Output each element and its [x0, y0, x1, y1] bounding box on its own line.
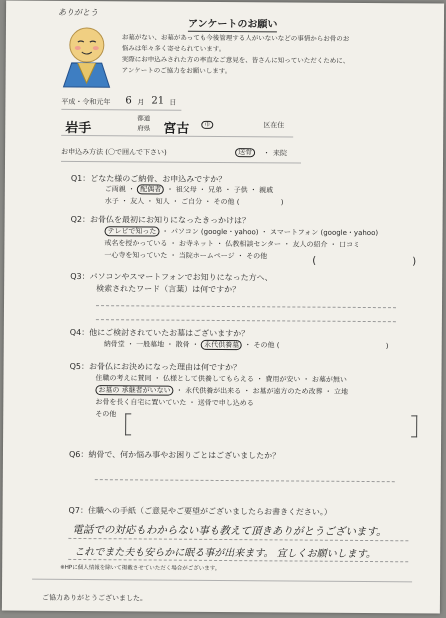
q4-option-eitai-kuyo[interactable]: 永代供養墓	[201, 340, 242, 350]
q5-option-location[interactable]: 立地	[333, 387, 349, 396]
q5-row2: お墓の 承継者がいない ・ 永代供養が出来る ・ お墓が遠方のため改葬 ・ 立地	[95, 387, 348, 396]
q2-option-tv[interactable]: テレビで知った	[104, 226, 159, 236]
q2-row3: 一心寺を知っていた ・ 当院ホームページ ・ その他	[104, 251, 268, 261]
q1-option-relatives[interactable]: 親戚	[259, 186, 274, 195]
q1-option-spouse[interactable]: 配偶者	[137, 184, 164, 194]
date-month-unit: 月	[137, 98, 145, 107]
q4-option-sankotsu[interactable]: 散骨	[175, 340, 190, 349]
q1-option-acquaintance[interactable]: 知人	[155, 197, 170, 206]
q2-other-bracket-close: )	[412, 256, 417, 268]
intro-line-3: 実際にお申込みされた方の率直なご意見を、皆さんに知っていただくために、	[121, 55, 350, 65]
method-option-raiin[interactable]: 来院	[273, 149, 288, 158]
q3-label-line1: Q3：パソコンやスマートフォンでお知りになった方へ、	[70, 271, 273, 283]
q2-option-smartphone[interactable]: スマートフォン (google・yahoo)	[269, 228, 379, 238]
q4-option-nokotsudo[interactable]: 納骨堂	[103, 340, 125, 349]
q5-other-bracket-right	[411, 415, 417, 437]
date-era: 平成・令和元年	[61, 97, 111, 107]
q5-option-no-grave[interactable]: お墓が無い	[311, 375, 347, 384]
q2-option-pc[interactable]: パソコン (google・yahoo)	[170, 227, 259, 237]
date-day: 21	[151, 95, 165, 107]
q2-label: Q2：お骨仏を最初にお知りになったきっかけは？	[70, 214, 251, 226]
q5-other-bracket-left	[125, 413, 131, 435]
q5-label: Q5：お骨仏にお決めになった理由は何ですか？	[69, 361, 241, 373]
q1-option-mizuko[interactable]: 水子	[104, 197, 119, 206]
address-todofuken-label: 都道	[137, 114, 151, 123]
address-city-type: 市	[201, 121, 213, 129]
q5-option-no-successor[interactable]: お墓の 承継者がいない	[95, 385, 173, 396]
q7-label: Q7：住職への手紙（ご意見やご要望がございましたらお書きください。）	[68, 505, 332, 517]
intro-line-4: アンケートのご協力をお願いします。	[121, 66, 232, 76]
q5-option-eitai[interactable]: 永代供養が出来る	[185, 386, 242, 396]
arigatou-text: ありがとう	[58, 7, 99, 18]
method-label: お申込み方法 (〇で囲んで下さい)	[61, 147, 167, 157]
footer-note: ※HPに個人情報を除いて掲載させていただく場合がございます。	[60, 564, 221, 572]
q2-row2: 戒名を授かっている ・ お寺ネット ・ 仏教相談センター ・ 友人の紹介 ・ 口コミ	[104, 239, 361, 249]
q1-row1: ご両親 ・ 配偶者 ・ 祖父母 ・ 兄弟 ・ 子供 ・ 親戚	[104, 185, 274, 195]
q5-row1: 住職の考えに賛同 ・ 仏様として供養してもらえる ・ 費用が安い ・ お墓が無い	[95, 374, 347, 384]
q1-option-self[interactable]: ご自分	[181, 197, 203, 206]
q2-option-friend-referral[interactable]: 友人の紹介	[292, 240, 328, 249]
q1-label: Q1：どなた様のご納骨、お申込みですか？	[70, 173, 227, 185]
q1-option-grandparents[interactable]: 祖父母	[175, 185, 197, 194]
q1-other-close: )	[280, 198, 284, 207]
date-month: 6	[125, 95, 132, 107]
method-option-sokotsu[interactable]: 送骨	[235, 148, 255, 157]
q4-option-ippan-bochi[interactable]: 一般墓地	[136, 340, 165, 349]
address-prefecture: 岩手	[65, 120, 92, 137]
q1-option-parents[interactable]: ご両親	[104, 185, 126, 194]
q2-other-bracket-open: (	[312, 255, 317, 267]
footer-thanks: ご協力ありがとうございました。	[41, 593, 147, 603]
q4-option-other[interactable]: その他 (	[253, 341, 280, 350]
q2-option-other[interactable]: その他	[246, 252, 268, 261]
q4-label: Q4：他にご検討されていたお墓はございますか？	[69, 327, 250, 339]
q5-option-kept-home[interactable]: お骨を長く自宅に置いていた	[95, 398, 187, 407]
q5-option-kuyo[interactable]: 仏様として供養してもらえる	[162, 374, 254, 384]
q5-option-agree-jushoku[interactable]: 住職の考えに賛同	[95, 374, 152, 383]
q1-option-friend[interactable]: 友人	[130, 197, 145, 206]
q1-option-other[interactable]: その他 (	[213, 197, 240, 207]
q1-option-children[interactable]: 子供	[233, 186, 248, 195]
q1-option-siblings[interactable]: 兄弟	[208, 185, 223, 194]
q2-option-kaimyo[interactable]: 戒名を授かっている	[104, 239, 168, 248]
address-city: 宮古	[163, 121, 190, 137]
survey-title: アンケートのお願い	[188, 15, 278, 33]
survey-sheet	[2, 0, 444, 613]
q5-option-cheap[interactable]: 費用が安い	[265, 375, 301, 384]
q2-row1: テレビで知った ・ パソコン (google・yahoo) ・ スマートフォン (google・yahoo)	[104, 228, 378, 237]
q4-options: 納骨堂 ・ 一般墓地 ・ 散骨 ・ 永代供養墓 ・ その他 (	[103, 340, 280, 350]
q2-option-homepage[interactable]: 当院ホームページ	[178, 251, 235, 261]
q3-label-line2: 検索されたワード（言葉）は何ですか？	[96, 284, 241, 295]
q1-row2: 水子 ・ 友人 ・ 知人 ・ ご自分 ・ その他 (	[104, 197, 240, 207]
monk-mascot-icon	[56, 17, 119, 91]
date-day-unit: 日	[169, 98, 177, 107]
intro-line-1: お墓がない、お墓があっても今後管理する人がいないなどの事情からお骨のお	[121, 33, 350, 43]
q2-option-oteranet[interactable]: お寺ネット	[178, 239, 214, 248]
q2-option-bukkyo-center[interactable]: 仏教相談センター	[225, 240, 282, 249]
q7-answer-line1: 電話での対応もわからない事も教えて頂きありがとうございます。	[72, 523, 387, 539]
address-fuken-label: 府県	[137, 124, 151, 133]
q4-other-close: )	[385, 342, 389, 351]
q7-answer-line2: これでまた夫も安らかに眠る事が出来ます。 宜しくお願いします。	[74, 546, 376, 561]
method-separator: ・	[263, 149, 271, 158]
q2-option-isshinji[interactable]: 一心寺を知っていた	[104, 251, 168, 260]
q5-option-sokotsu[interactable]: 送骨で申し込める	[197, 398, 254, 408]
q5-option-kaiso[interactable]: お墓が遠方のため改葬	[252, 387, 323, 396]
q5-option-other[interactable]: その他	[95, 410, 117, 419]
q2-option-word-of-mouth[interactable]: 口コミ	[338, 240, 361, 249]
intro-line-2: 悩みは年々多く寄せられています。	[121, 44, 226, 54]
q5-row3: お骨を長く自宅に置いていた ・ 送骨で申し込める	[95, 398, 254, 408]
address-suffix: 区在住	[263, 121, 285, 130]
q6-label: Q6：納骨で、何か悩み事やお困りごとはございましたか？	[68, 449, 281, 461]
